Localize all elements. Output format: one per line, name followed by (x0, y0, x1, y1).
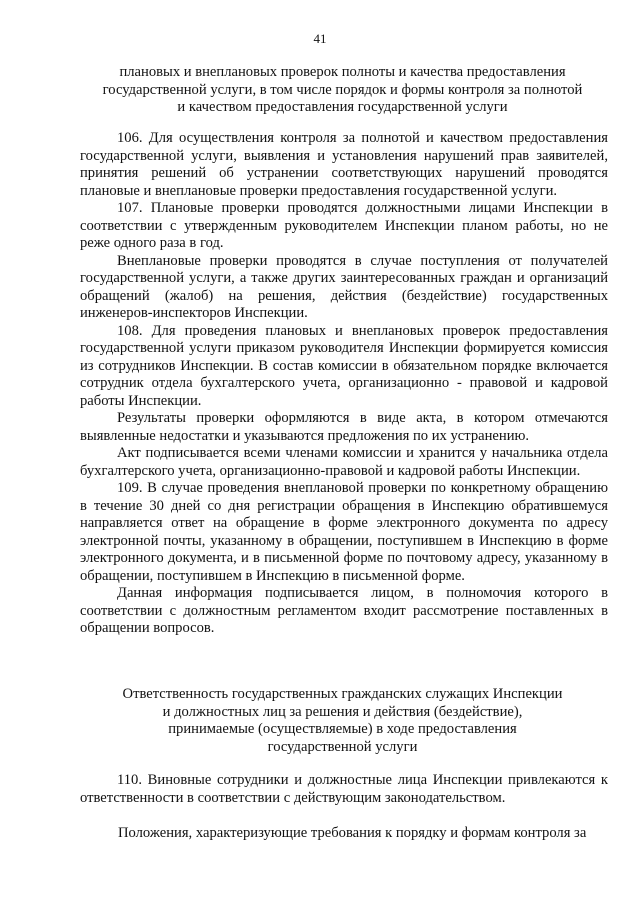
paragraph-results: Результаты проверки оформляются в виде акта, в котором отмечаются выявленные недостатки и указываются предложения по их устранению. (80, 410, 608, 444)
paragraph-106: 106. Для осуществления контроля за полнотой и качеством предоставления государственной услуги, выявления и установления нарушений прав заявителей, принятия решений об устранении соответствующих нарушений проводятся плановые и внеплановые проверки предоставления государственной услуги. (80, 130, 608, 199)
heading-line: плановых и внеплановых проверок полноты и качества предоставления (119, 64, 566, 80)
heading-line: государственной услуги (267, 738, 418, 755)
section-body-control (80, 130, 608, 638)
paragraph-unplanned-checks: Внеплановые проверки проводятся в случае поступления от получателей государственной услуги, а также других заинтересованных граждан и организаций обращений (жалоб) на решения, действия (бездействие) государственных инженеров-инспекторов Инспекции. (80, 252, 608, 321)
heading-line: Ответственность государственных гражданских служащих Инспекции (122, 686, 563, 702)
paragraph-act: Акт подписывается всеми членами комиссии и хранится у начальника отдела бухгалтерского учета, организационно-правовой и кадровой работы Инспекции. (80, 445, 608, 479)
heading-line: и качеством предоставления государственной услуги (177, 99, 508, 116)
section-heading-responsibility (80, 686, 605, 756)
heading-line: принимаемые (осуществляемые) в ходе предоставления (168, 721, 517, 738)
paragraph-109: 109. В случае проведения внеплановой проверки по конкретному обращению в течение 30 дней со дня регистрации обращения в Инспекцию обратившемуся направляется ответ на обращение в форме электронного документа по адресу электронной почты, указанному в обращении, поступившем в Инспекцию в форме электронного документа, и в письменной форме по почтовому адресу, указанному в обращении, поступившем в Инспекцию в письменной форме. (80, 480, 608, 584)
heading-line: государственной услуги, в том числе порядок и формы контроля за полнотой (102, 81, 583, 98)
paragraph-107: 107. Плановые проверки проводятся должностными лицами Инспекции в соответствии с утвержденным руководителем Инспекции планом работы, но не реже одного раза в год. (80, 200, 608, 251)
next-section-heading-start: Положения, характеризующие требования к порядку и формам контроля за (118, 825, 587, 841)
heading-line: и должностных лиц за решения и действия (бездействие), (162, 703, 523, 720)
section-body-responsibility (80, 772, 608, 807)
paragraph-110: 110. Виновные сотрудники и должностные лица Инспекции привлекаются к ответственности в соответствии с действующим законодательством. (80, 772, 608, 806)
paragraph-108: 108. Для проведения плановых и внеплановых проверок предоставления государственной услуги приказом руководителя Инспекции формируется комиссия из сотрудников Инспекции. В состав комиссии в обязательном порядке включается сотрудник отдела бухгалтерского учета, организационно - правовой и кадровой работы Инспекции. (80, 322, 608, 409)
page-number: 41 (313, 31, 327, 46)
section-heading-control (80, 64, 605, 117)
paragraph-signature: Данная информация подписывается лицом, в полномочия которого в соответствии с должностным регламентом входит рассмотрение поставленных в обращении вопросов. (80, 585, 608, 636)
